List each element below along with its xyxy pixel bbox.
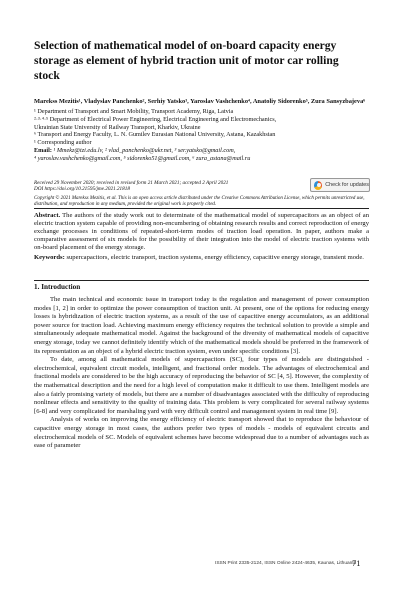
divider (34, 280, 369, 281)
doi-link[interactable]: DOI https://doi.org/10.21595/jme.2021.21818 (34, 186, 130, 193)
received-line: Received 29 November 2020; received in revised form 21 March 2021; accepted 2 April 2021 (34, 180, 229, 186)
crossmark-icon (314, 181, 322, 190)
paper-title: Selection of mathematical model of on-board capacity energy storage as element of hybrid traction unit of motor car rolling stock (34, 39, 339, 82)
abstract-text: The authors of the study work out to determinate of the mathematical model of supercapacitors as an object of an electric traction system capable of providing non-encumbering of obtaining research results and correct reproduction of energy exchange processes in conditions of repeated-short-term modes of traction load operation. In paper, authors make a comparative assessment of six models for the possibility of their integration into the model of electric traction systems with on-board placement of the energy storage. (34, 212, 369, 252)
affiliations (34, 108, 374, 163)
section-heading: 1. Introduction (34, 283, 81, 291)
paragraph: The main technical and economic issue in transport today is the regulation and management of power consumption modes [1, 2] in order to optimize the power consumption of traction unit. At present, one of the options for reducing energy losses is hybridization of electric traction systems, as a result of the use of capacitive energy accumulators, as an additional power source for traction load. Achieving maximum energy efficiency requires the technical solution to provide a simple and simultaneously adequate mathematical model. Against the background of the diversity of mathematical models of capacitive energy storage, today we cannot definitely identify which of the mathematical models should be preferred in the framework of its representation as an object of a hybrid electric traction system, even under specific conditions [3]. (34, 296, 369, 355)
email-line[interactable]: ¹ Mmekz@tzi.edu.lv, ² vlad_panchenko@ukr.net, ³ ser.yatsko@gmail.com, (53, 146, 236, 154)
affiliation-line: ⁶ Transport and Energy Faculty, L. N. Gumilev Eurasian National University, Astana, Kazakhstan (34, 131, 276, 139)
affiliation-line: ¹ Department of Transport and Smart Mobility, Transport Academy, Riga, Latvia (34, 108, 234, 115)
check-for-updates-button[interactable] (310, 178, 370, 192)
paragraph: Analysis of works on improving the energy efficiency of electric transport showed that to reproduce the behaviour of capacitive energy storage in most cases, the authors prefer two types of models - models of equivalent circuits and electrochemical models of SC. Models of equivalent schemes have become widespread due to a number of advantages such as ease of parameter (34, 416, 369, 450)
affiliation-line: ²·³·⁴·⁵ Department of Electrical Power Engineering, Electrical Engineering and Electromechanics, (34, 115, 277, 123)
author-list: Marekss Mezitis¹, Vladyslav Panchenko², Serhiy Yatsko³, Yaroslav Vashchenko⁴, Anatoliy Sidorenko⁵, Zura Sansyzbajeva⁶ (34, 98, 366, 105)
abstract-label: Abstract. (34, 212, 61, 219)
corresponding-author-note: ¹ Corresponding author (34, 139, 92, 147)
page-number: 71 (352, 558, 361, 568)
keywords-text: supercapacitors, electric transport, traction systems, energy efficiency, capacitive energy storage, transient mode. (66, 254, 364, 261)
affiliation-line: Ukrainian State University of Railway Transport, Kharkiv, Ukraine (34, 123, 201, 131)
keywords (34, 254, 369, 262)
copyright-notice: Copyright © 2021 Marekss Mezitis, et al. This is an open access article distributed under the Creative Commons Attribution License, which permits unrestricted use, distribution, and reproduction in any medium, provided the original work is properly cited. (34, 196, 365, 208)
body-text (34, 296, 369, 451)
email-label: Email: (34, 146, 52, 154)
paragraph: To date, among all mathematical models of supercapacitors (SC), four types of models are distinguished - electrochemical, equivalent circuit models, intelligent, and fractional order models. The advantages of electrochemical and fractional models are considered to be the high accuracy of reproducing the behavior of SC [4, 5]. However, the complexity of the mathematical description and the need for a high level of computation make it difficult to use them. Intelligent models are also a fairly promising variety of models, but there are a number of disadvantages associated with the difficulty of reproducing nonlinear effects and sensitivity to the quality of training data. This problem is very complicated for several railway systems [6-8] and very complicated for marshaling yard with very difficult control and management system in real time [9]. (34, 356, 369, 415)
email-line[interactable]: ⁴ yaroslav.vashchenko@gmail.com, ⁵ sidorenko51@gmail.com, ⁶ zura_astana@mail.ru (34, 154, 251, 162)
keywords-label: Keywords: (34, 254, 65, 261)
abstract (34, 212, 369, 252)
email-block (34, 147, 374, 155)
divider (34, 208, 369, 209)
check-for-updates-label: Check for updates (325, 182, 369, 188)
received-dates (34, 180, 264, 193)
journal-footer: ISSN Print 2335-2124, ISSN Online 2424-4635, Kaunas, Lithuania (215, 561, 357, 566)
